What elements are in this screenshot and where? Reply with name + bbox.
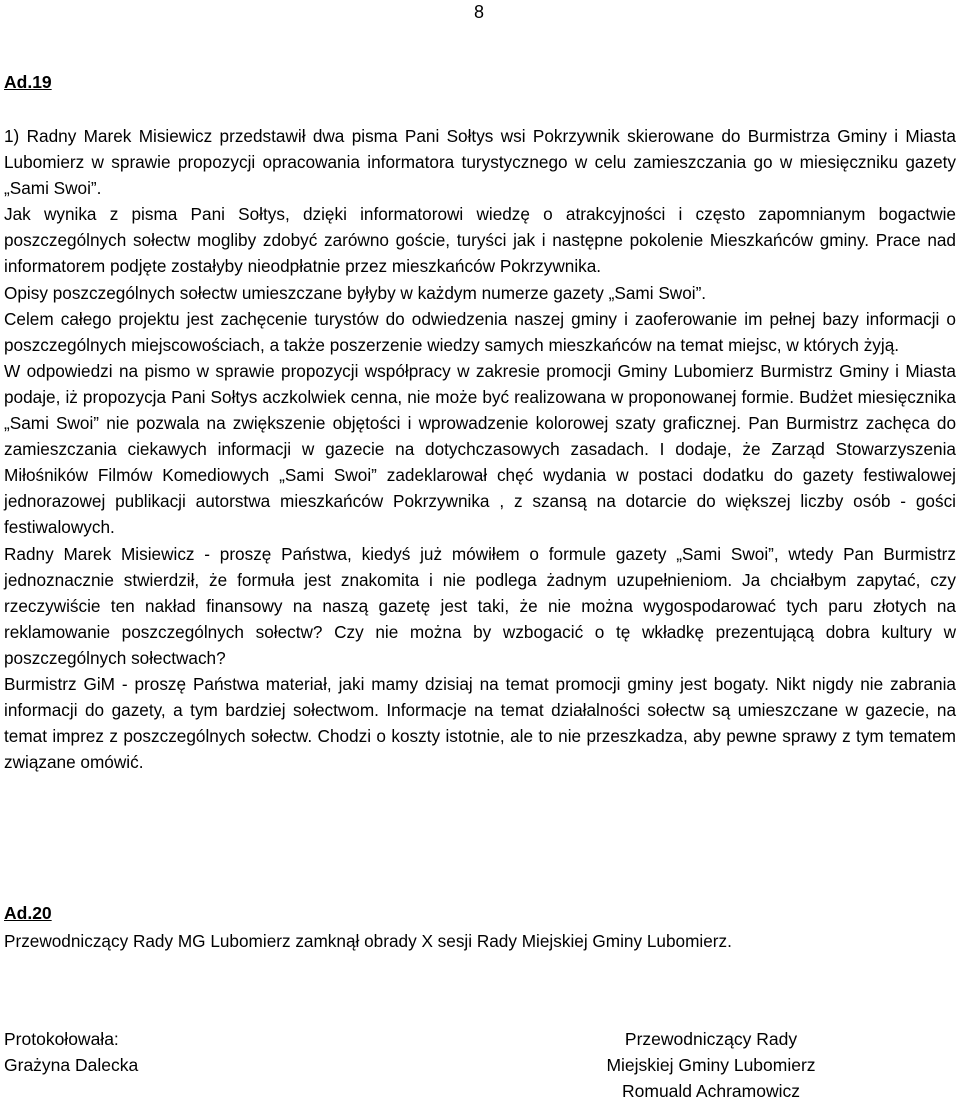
paragraph: W odpowiedzi na pismo w sprawie propozycji współpracy w zakresie promocji Gminy Lubomierz Burmistrz Gminy i Miasta podaje, iż propozycja Pani Sołtys aczkolwiek cenna, nie może być realizowana w proponowanej formie. Budżet miesięcznika „Sami Swoi” nie pozwala na zwiększenie objętości i wprowadzenie kolorowej szaty graficznej. Pan Burmistrz zachęca do zamieszczania ciekawych informacji w gazecie na dotychczasowych zasadach. I dodaje, że Zarząd Stowarzyszenia Miłośników Filmów Komediowych „Sami Swoi” zadeklarował chęć wydania w postaci dodatku do gazety festiwalowej jednorazowej publikacji autorstwa mieszkańców Pokrzywnika , z szansą na dotarcie do większej liczby osób - gości festiwalowych. — [4, 360, 956, 538]
section-heading-ad19: Ad.19 — [4, 72, 52, 92]
signature-left-line: Grażyna Dalecka — [4, 1055, 139, 1075]
signature-left-line: Protokołowała: — [4, 1029, 119, 1049]
signature-right — [576, 1026, 846, 1104]
paragraph: Burmistrz GiM - proszę Państwa materiał, jaki mamy dzisiaj na temat promocji gminy jest bogaty. Nikt nigdy nie zabrania informacji do gazety, a tym bardziej sołectwom. Informacje na temat działalności sołectw są umieszczane w gazecie, na temat imprez z poszczególnych sołectw. Chodzi o koszty istotnie, ale to nie przeszkadza, aby pewne sprawy z tym tematem związane omówić. — [4, 673, 956, 773]
paragraph: Przewodniczący Rady MG Lubomierz zamknął obrady X sesji Rady Miejskiej Gminy Lubomierz. — [4, 931, 732, 951]
section-heading-ad20: Ad.20 — [4, 903, 52, 923]
paragraph: Radny Marek Misiewicz - proszę Państwa, kiedyś już mówiłem o formule gazety „Sami Swoi”, wtedy Pan Burmistrz jednoznacznie stwierdził, że formuła jest znakomita i nie podlega żadnym uzupełnieniom. Ja chciałbym zapytać, czy rzeczywiście ten nakład finansowy na naszą gazetę jest taki, że nie można wygospodarować tych paru złotych na reklamowanie poszczególnych sołectw? Czy nie można by wzbogacić o tę wkładkę prezentującą dobra kultury w poszczególnych sołectwach? — [4, 543, 956, 668]
signature-right-line: Miejskiej Gminy Lubomierz — [606, 1055, 816, 1075]
paragraph: 1) Radny Marek Misiewicz przedstawił dwa pisma Pani Sołtys wsi Pokrzywnik skierowane do Burmistrza Gminy i Miasta Lubomierz w sprawie propozycji opracowania informatora turystycznego w celu zamieszczania go w miesięczniku gazety „Sami Swoi”. — [4, 126, 956, 199]
section-body-ad20 — [4, 928, 956, 954]
signature-right-line: Przewodniczący Rady — [624, 1029, 798, 1049]
paragraph: Opisy poszczególnych sołectw umieszczane byłyby w każdym numerze gazety „Sami Swoi”. — [4, 282, 707, 303]
page-number: 8 — [474, 2, 485, 22]
paragraph: Celem całego projektu jest zachęcenie turystów do odwiedzenia naszej gminy i zaoferowanie im pełnej bazy informacji o poszczególnych miejscowościach, a także poszerzenie wiedzy samych mieszkańców na temat miejsc, w których żyją. — [4, 308, 956, 355]
paragraph: Jak wynika z pisma Pani Sołtys, dzięki informatorowi wiedzę o atrakcyjności i często zapomnianym bogactwie poszczególnych sołectw mogliby zdobyć zarówno goście, turyści jak i następne pokolenie Mieszkańców gminy. Prace nad informatorem podjęte zostałyby nieodpłatnie przez mieszkańców Pokrzywnika. — [4, 204, 956, 277]
signature-right-line: Romuald Achramowicz — [622, 1081, 800, 1101]
section-body-ad19 — [4, 123, 956, 775]
signature-left — [4, 1026, 138, 1078]
